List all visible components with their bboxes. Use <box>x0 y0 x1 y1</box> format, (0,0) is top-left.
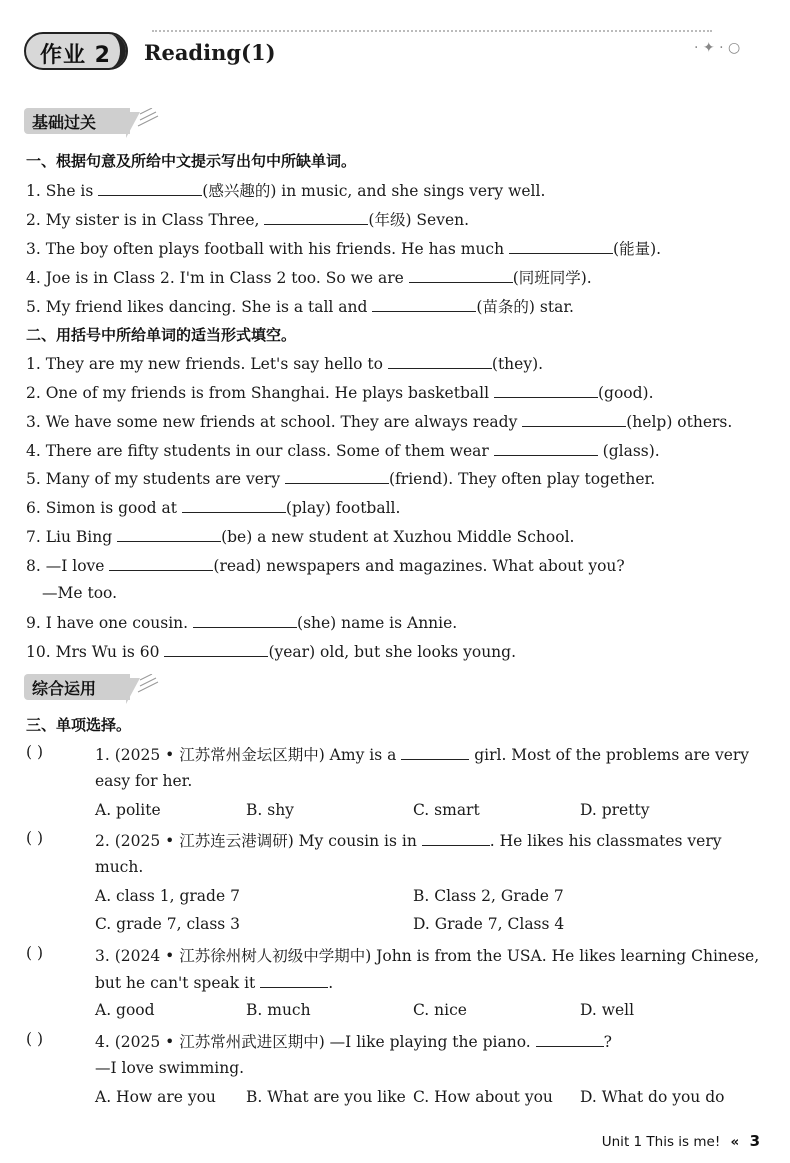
part2-item-9: 9. I have one cousin. (she) name is Annie. <box>26 614 458 632</box>
tag-stripes-icon <box>126 674 160 704</box>
mc-q2-option-b[interactable]: B. Class 2, Grade 7 <box>413 887 564 905</box>
homework-badge-text: 作业 2 <box>40 43 111 68</box>
mc-q1-option-a[interactable]: A. polite <box>95 801 161 819</box>
mc-q2-option-a[interactable]: A. class 1, grade 7 <box>95 887 240 905</box>
answer-paren[interactable]: ( ) <box>26 944 44 962</box>
part2-item-8: 8. —I love (read) newspapers and magazines. What about you? <box>26 557 625 575</box>
mc-q1-option-c[interactable]: C. smart <box>413 801 480 819</box>
mc-q3-option-a[interactable]: A. good <box>95 1001 155 1019</box>
answer-blank <box>422 831 490 846</box>
mc-q1-line2: easy for her. <box>95 772 193 790</box>
answer-blank[interactable] <box>285 469 389 484</box>
part2-item-1: 1. They are my new friends. Let's say hello to (they). <box>26 355 544 373</box>
part1-item-1: 1. She is (感兴趣的) in music, and she sings very well. <box>26 182 546 200</box>
answer-blank[interactable] <box>264 210 368 225</box>
mc-q4-line1: 4. (2025 • 江苏常州武进区期中) —I like playing the piano. ? <box>95 1033 612 1051</box>
answer-blank <box>536 1032 604 1047</box>
mc-q4-option-d[interactable]: D. What do you do <box>580 1088 725 1106</box>
mc-q2-line1: 2. (2025 • 江苏连云港调研) My cousin is in . He likes his classmates very <box>95 832 722 850</box>
mc-q4-option-a[interactable]: A. How are you <box>95 1088 216 1106</box>
mc-q1-option-d[interactable]: D. pretty <box>580 801 650 819</box>
answer-blank <box>401 745 469 760</box>
answer-blank[interactable] <box>494 383 598 398</box>
answer-blank[interactable] <box>388 354 492 369</box>
double-chevron-left-icon: « <box>730 1134 740 1150</box>
answer-blank[interactable] <box>109 556 213 571</box>
part1-item-2: 2. My sister is in Class Three, (年级) Seven. <box>26 211 470 229</box>
mc-q3-option-d[interactable]: D. well <box>580 1001 635 1019</box>
page-footer <box>602 1132 760 1150</box>
page-header <box>24 30 764 80</box>
answer-blank[interactable] <box>409 268 513 283</box>
page-number: 3 <box>749 1132 760 1150</box>
answer-paren[interactable]: ( ) <box>26 743 44 761</box>
mc-q3-line2: but he can't speak it . <box>95 974 334 992</box>
mc-q3-line1: 3. (2024 • 江苏徐州树人初级中学期中) John is from the USA. He likes learning Chinese, <box>95 947 760 965</box>
part2-item-4: 4. There are fifty students in our class. Some of them wear (glass). <box>26 442 660 460</box>
section-tag-comprehensive <box>24 674 130 700</box>
part1-item-3: 3. The boy often plays football with his friends. He has much (能量). <box>26 240 662 258</box>
answer-blank[interactable] <box>164 642 268 657</box>
sparkle-icon: · ✦ · ○ <box>694 40 741 56</box>
answer-blank[interactable] <box>193 613 297 628</box>
section-tag-comprehensive-label: 综合运用 <box>32 679 97 698</box>
mc-q4-option-c[interactable]: C. How about you <box>413 1088 553 1106</box>
part2-heading: 二、用括号中所给单词的适当形式填空。 <box>26 326 297 344</box>
mc-q2-option-c[interactable]: C. grade 7, class 3 <box>95 915 241 933</box>
answer-blank[interactable] <box>117 527 221 542</box>
section-tag-basic <box>24 108 130 134</box>
mc-q3-option-c[interactable]: C. nice <box>413 1001 467 1019</box>
part1-heading: 一、根据句意及所给中文提示写出句中所缺单词。 <box>26 152 357 170</box>
mc-q1-option-b[interactable]: B. shy <box>246 801 294 819</box>
answer-paren[interactable]: ( ) <box>26 1030 44 1048</box>
part1-item-5: 5. My friend likes dancing. She is a tall and (苗条的) star. <box>26 298 574 316</box>
answer-blank <box>260 973 328 988</box>
answer-blank[interactable] <box>494 441 598 456</box>
answer-blank[interactable] <box>522 412 626 427</box>
part3-heading: 三、单项选择。 <box>26 716 132 734</box>
answer-blank[interactable] <box>372 297 476 312</box>
tag-stripes-icon <box>126 108 160 138</box>
answer-blank[interactable] <box>98 181 202 196</box>
part2-item-7: 7. Liu Bing (be) a new student at Xuzhou Middle School. <box>26 528 575 546</box>
part2-item-8-reply: —Me too. <box>42 584 118 602</box>
part2-item-10: 10. Mrs Wu is 60 (year) old, but she looks young. <box>26 643 517 661</box>
mc-q2-option-d[interactable]: D. Grade 7, Class 4 <box>413 915 565 933</box>
part2-item-3: 3. We have some new friends at school. They are always ready (help) others. <box>26 413 733 431</box>
header-dotted-line <box>152 30 712 32</box>
section-tag-basic-label: 基础过关 <box>32 113 97 132</box>
part1-item-4: 4. Joe is in Class 2. I'm in Class 2 too. So we are (同班同学). <box>26 269 592 287</box>
part2-item-2: 2. One of my friends is from Shanghai. He plays basketball (good). <box>26 384 654 402</box>
mc-q4-line2: —I love swimming. <box>95 1059 245 1077</box>
mc-q2-line2: much. <box>95 858 144 876</box>
homework-badge <box>24 32 128 70</box>
footer-unit: Unit 1 This is me! <box>601 1134 721 1150</box>
answer-paren[interactable]: ( ) <box>26 829 44 847</box>
answer-blank[interactable] <box>182 498 286 513</box>
lesson-title: Reading(1) <box>144 40 276 65</box>
mc-q1-line1: 1. (2025 • 江苏常州金坛区期中) Amy is a girl. Most of the problems are very <box>95 746 750 764</box>
mc-q4-option-b[interactable]: B. What are you like <box>246 1088 406 1106</box>
answer-blank[interactable] <box>509 239 613 254</box>
part2-item-5: 5. Many of my students are very (friend). They often play together. <box>26 470 656 488</box>
part2-item-6: 6. Simon is good at (play) football. <box>26 499 401 517</box>
mc-q3-option-b[interactable]: B. much <box>246 1001 311 1019</box>
